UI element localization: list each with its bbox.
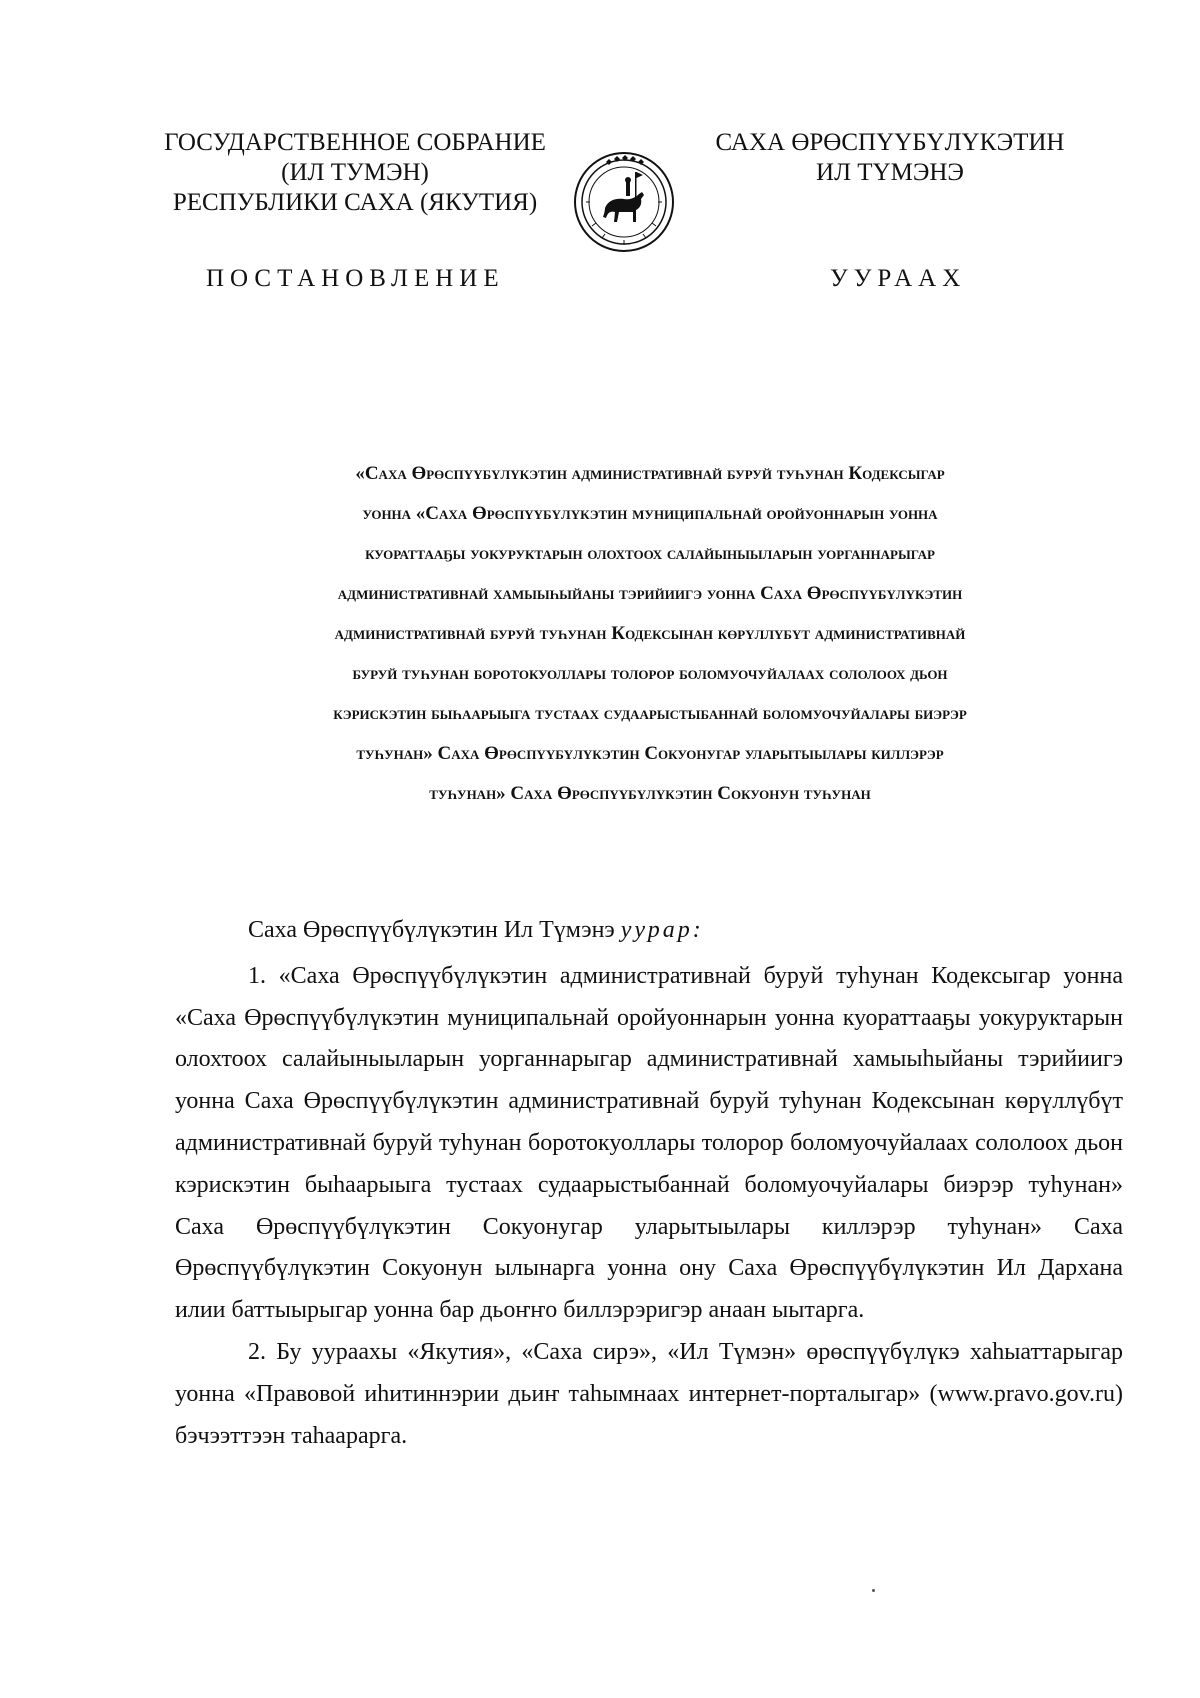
resolution-paragraph-1: 1. «Саха Өрөспүүбүлүкэтин административнай буруй туһунан Кодексыгар уонна «Саха Өрөспүүбүлүкэтин муниципальнай оройуоннарын уонна куораттааҕы уокуруктарын олохтоох салайыныыларын уорганнарыгар административнай хамыыһыйаны тэрийиигэ уонна Саха Өрөспүүбүлүкэтин административнай буруй туһунан Кодексынан көрүллүбүт административнай буруй туһунан боротокуоллары толорор боломуочуйалаах сололоох дьон кэрискэтин быһаарыыга тустаах судаарыстыбаннай боломуочуйалары биэрэр туһунан» Саха Өрөспүүбүлүкэтин Сокуонугар уларытыылары киллэрэр туһунан» Саха Өрөспүүбүлүкэтин Сокуонун ылынарга уонна ону Саха Өрөспүүбүлүкэтин Ил Дархана илии баттыырыгар уонна бар дьоҥҥо биллэрэригэр анаан ыытарга. — [175, 962, 1123, 1324]
resolution-paragraph-2: 2. Бу уураахы «Якутия», «Саха сирэ», «Ил Түмэн» өрөспүүбүлүкэ хаһыаттарыгар уонна «Правовой иһитиннэрии дьиҥ таһымнаах интернет-порталыгар» (www.pravo.gov.ru) бэчээттээн таһаарарга. — [175, 1338, 1123, 1449]
issuer-sakha-line-2: ИЛ ТҮМЭНЭ — [816, 159, 964, 186]
title-line: туһунан» Саха Өрөспүүбүлүкэтин Сокуонун туһунан — [429, 783, 871, 804]
issuer-name-russian — [150, 128, 560, 218]
sakha-republic-emblem-icon — [572, 148, 676, 256]
resolution-intro-text: Саха Өрөспүүбүлүкэтин Ил Түмэнэ — [248, 917, 615, 943]
resolution-intro — [175, 910, 1123, 952]
title-line: куораттааҕы уокуруктарын олохтоох салайыныыларын уорганнарыгар — [365, 543, 935, 564]
issuer-line-1: ГОСУДАРСТВЕННОЕ СОБРАНИЕ — [164, 129, 546, 156]
title-line: «Саха Өрөспүүбүлүкэтин административнай буруй туһунан Кодексыгар — [355, 463, 945, 484]
issuer-line-2: (ИЛ ТУМЭН) — [281, 159, 429, 186]
title-line: буруй туһунан боротокуоллары толорор боломуочуйалаах сололоох дьон — [352, 663, 948, 684]
title-line: административнай буруй туһунан Кодексынан көрүллүбүт административнай — [334, 623, 966, 644]
document-type-sakha: УУРААХ — [830, 265, 967, 292]
title-line: туһунан» Саха Өрөспүүбүлүкэтин Сокуонугар уларытыылары киллэрэр — [356, 743, 944, 764]
resolution-intro-verb: уурар: — [620, 917, 704, 943]
title-line: уонна «Саха Өрөспүүбүлүкэтин муниципальнай оройуоннарын уонна — [362, 503, 938, 524]
document-body — [175, 910, 1123, 1457]
document-type-russian: ПОСТАНОВЛЕНИЕ — [206, 265, 505, 292]
title-line: административнай хамыыһыйаны тэрийиигэ уонна Саха Өрөспүүбүлүкэтин — [337, 583, 963, 604]
issuer-name-sakha — [700, 128, 1080, 188]
scan-speck — [872, 1589, 875, 1592]
issuer-sakha-line-1: САХА ӨРӨСПҮҮБҮЛҮКЭТИН — [715, 129, 1065, 156]
document-title — [170, 454, 1130, 814]
issuer-line-3: РЕСПУБЛИКИ САХА (ЯКУТИЯ) — [172, 189, 538, 216]
title-line: кэрискэтин быһаарыыга тустаах судаарыстыбаннай боломуочуйалары биэрэр — [333, 703, 967, 724]
